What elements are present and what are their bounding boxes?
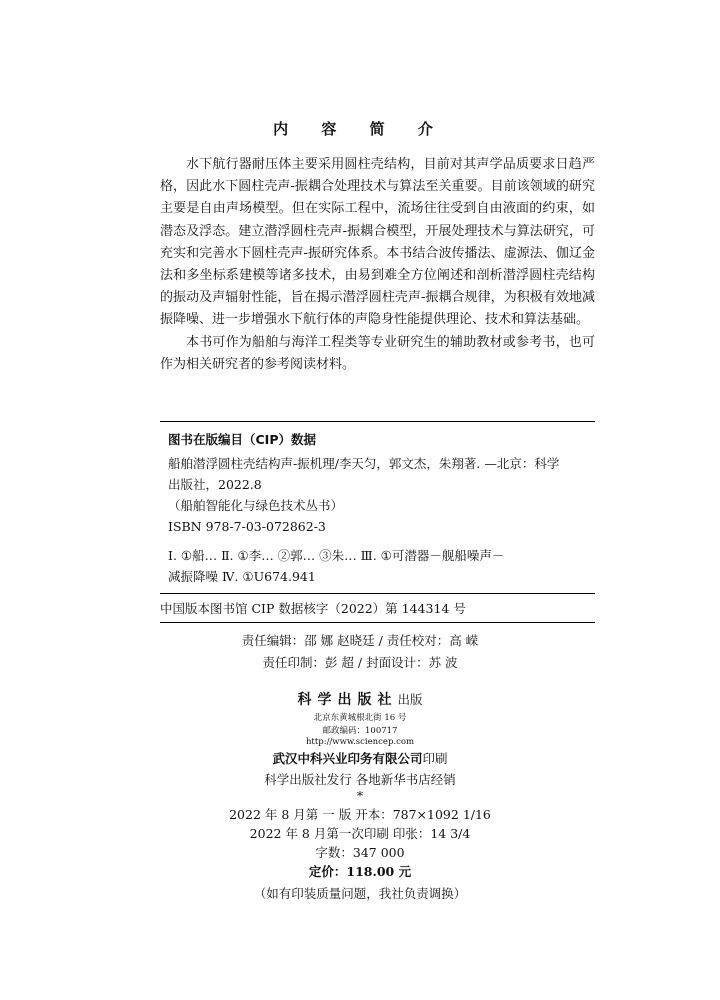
page-title: 内 容 简 介 <box>273 120 447 138</box>
cip-series: （船舶智能化与绿色技术丛书） <box>168 498 344 513</box>
website: http://www.sciencep.com <box>305 737 415 747</box>
word-count: 字数：347 000 <box>315 845 405 860</box>
asterisk: * <box>356 788 364 803</box>
divider <box>160 622 595 623</box>
cip-isbn: ISBN 978-7-03-072862-3 <box>168 519 326 534</box>
printing-line: 2022 年 8 月第一次印刷 印张：14 3/4 <box>249 826 471 841</box>
cip-record-line: 船舶潜浮圆柱壳结构声-振机理/李天匀，郭文杰，朱翔著. —北京：科学 <box>168 456 560 471</box>
cip-section <box>160 421 595 623</box>
publisher-name: 科学出版社 <box>297 692 398 708</box>
printer-suffix: 印刷 <box>422 751 448 766</box>
cip-record-line: 出版社，2022.8 <box>168 477 262 492</box>
abstract-paragraph: 本书可作为船舶与海洋工程类等专业研究生的辅助教材或参考书，也可作为相关研究者的参考阅读材料。 <box>160 334 595 372</box>
abstract-paragraph: 水下航行器耐压体主要采用圆柱壳结构，目前对其声学品质要求日趋严格，因此水下圆柱壳声-振耦合处理技术与算法至关重要。目前该领域的研究主要是自由声场模型。但在实际工程中，流场往往受到自由液面的约束，如潜态及浮态。建立潜浮圆柱壳声-振耦合模型，开展处理技术与算法研究，可充实和完善水下圆柱壳声-振研究体系。本书结合波传播法、虚源法、伽辽金法和多坐标系建模等诸多技术，由易到难全方位阐述和剖析潜浮圆柱壳结构的振动及声辐射性能，旨在揭示潜浮圆柱壳声-振耦合规律，为积极有效地减振降噪、进一步增强水下航行体的声隐身性能提供理论、技术和算法基础。 <box>160 157 595 328</box>
price: 定价：118.00 元 <box>308 864 412 879</box>
cip-record <box>160 453 595 587</box>
publisher-suffix: 出版 <box>397 692 423 707</box>
address: 北京东黄城根北街 16 号 <box>313 713 407 723</box>
print-design-line: 责任印制：彭 超 / 封面设计：苏 波 <box>262 655 458 670</box>
printer-line <box>0 749 720 767</box>
editors-line: 责任编辑：邵 娜 赵晓廷 / 责任校对：高 嵘 <box>241 633 479 648</box>
notice: （如有印装质量问题，我社负责调换） <box>253 886 467 901</box>
cip-heading: 图书在版编目（CIP）数据 <box>168 432 316 447</box>
cip-number: 中国版本图书馆 CIP 数据核字（2022）第 144314 号 <box>160 601 466 616</box>
printer-name: 武汉中科兴业印务有限公司 <box>272 751 423 766</box>
cip-classification: 减振降噪 Ⅳ. ①U674.941 <box>168 569 316 584</box>
cip-classification: Ⅰ. ①船… Ⅱ. ①李… ②郭… ③朱… Ⅲ. ①可潜器－舰船噪声－ <box>168 548 505 563</box>
distribution-line: 科学出版社发行 各地新华书店经销 <box>264 772 456 787</box>
edition-line: 2022 年 8 月第 一 版 开本：787×1092 1/16 <box>229 807 491 822</box>
divider <box>160 593 595 594</box>
postcode: 邮政编码：100717 <box>322 726 398 736</box>
divider <box>160 421 595 422</box>
publisher-line <box>0 689 720 709</box>
abstract-section <box>160 154 595 376</box>
